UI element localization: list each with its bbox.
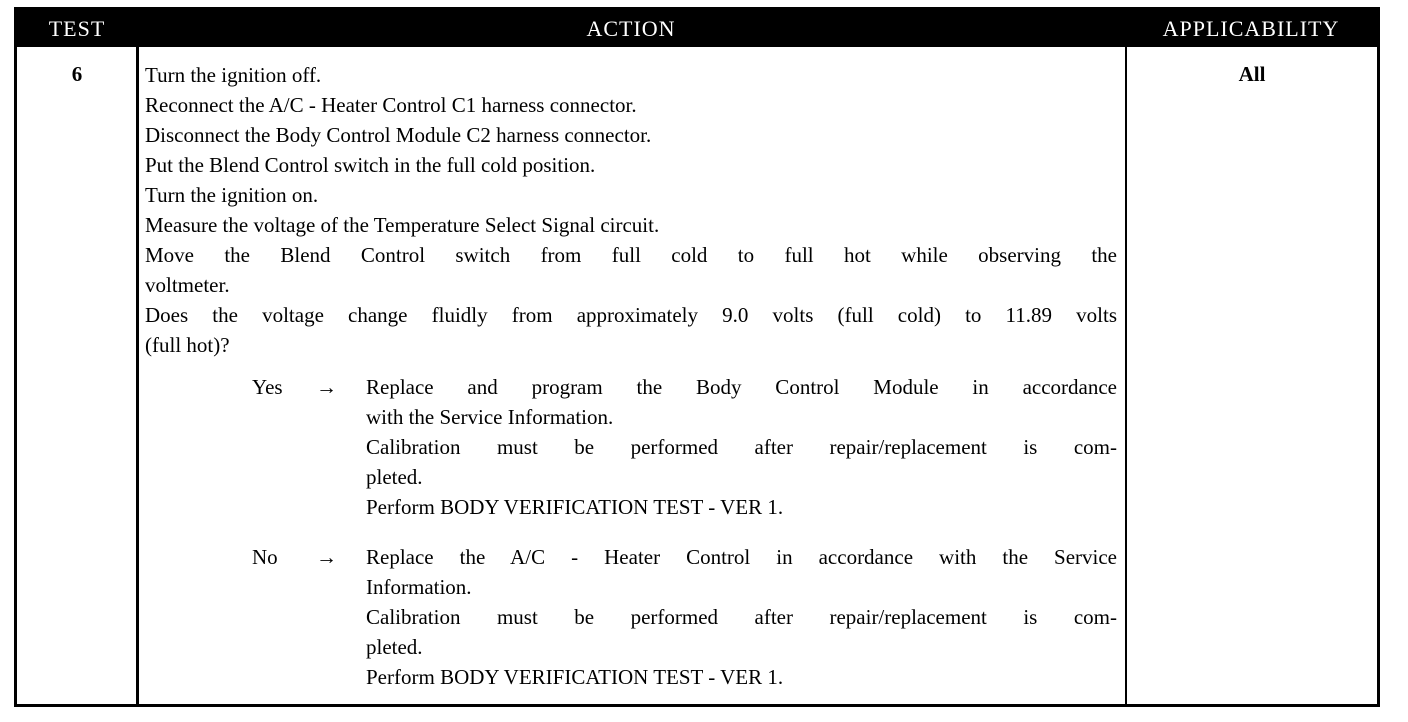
action-step: Move the Blend Control switch from full cold to full hot while observing the	[145, 243, 1117, 267]
header-action: ACTION	[586, 15, 676, 41]
result-line: with the Service Information.	[366, 405, 614, 429]
result-yes	[252, 372, 1117, 522]
action-step: Disconnect the Body Control Module C2 harness connector.	[145, 123, 652, 147]
result-yes-label: Yes	[252, 375, 283, 399]
action-question: (full hot)?	[145, 333, 230, 357]
action-step: Turn the ignition on.	[145, 183, 319, 207]
column-divider-applicability	[1125, 47, 1127, 704]
result-no-text	[366, 542, 1117, 692]
action-step: voltmeter.	[145, 273, 230, 297]
result-line: Calibration must be performed after repair/replacement is com-	[366, 605, 1117, 629]
test-number: 6	[71, 62, 83, 86]
arrow-right-icon: →	[316, 545, 337, 569]
result-line: Perform BODY VERIFICATION TEST - VER 1.	[366, 665, 784, 689]
table-header	[17, 10, 1377, 47]
action-step: Reconnect the A/C - Heater Control C1 harness connector.	[145, 93, 637, 117]
result-line: Calibration must be performed after repair/replacement is com-	[366, 435, 1117, 459]
result-no-label: No	[252, 545, 278, 569]
diagnostic-test-table	[14, 7, 1380, 707]
result-line: Replace the A/C - Heater Control in accordance with the Service	[366, 545, 1117, 569]
result-line: pleted.	[366, 635, 423, 659]
action-step: Put the Blend Control switch in the full cold position.	[145, 153, 596, 177]
result-yes-text	[366, 372, 1117, 522]
header-test: TEST	[48, 15, 106, 41]
result-line: Replace and program the Body Control Module in accordance	[366, 375, 1117, 399]
result-line: Information.	[366, 575, 472, 599]
column-divider-test	[136, 47, 139, 704]
arrow-right-icon: →	[316, 375, 337, 399]
applicability-value: All	[1238, 62, 1266, 86]
header-applicability: APPLICABILITY	[1162, 15, 1340, 41]
action-step: Turn the ignition off.	[145, 63, 322, 87]
result-line: Perform BODY VERIFICATION TEST - VER 1.	[366, 495, 784, 519]
action-question: Does the voltage change fluidly from approximately 9.0 volts (full cold) to 11.89 volts	[145, 303, 1117, 327]
action-step: Measure the voltage of the Temperature Select Signal circuit.	[145, 213, 660, 237]
action-cell	[145, 60, 1117, 692]
result-line: pleted.	[366, 465, 423, 489]
result-no	[252, 542, 1117, 692]
